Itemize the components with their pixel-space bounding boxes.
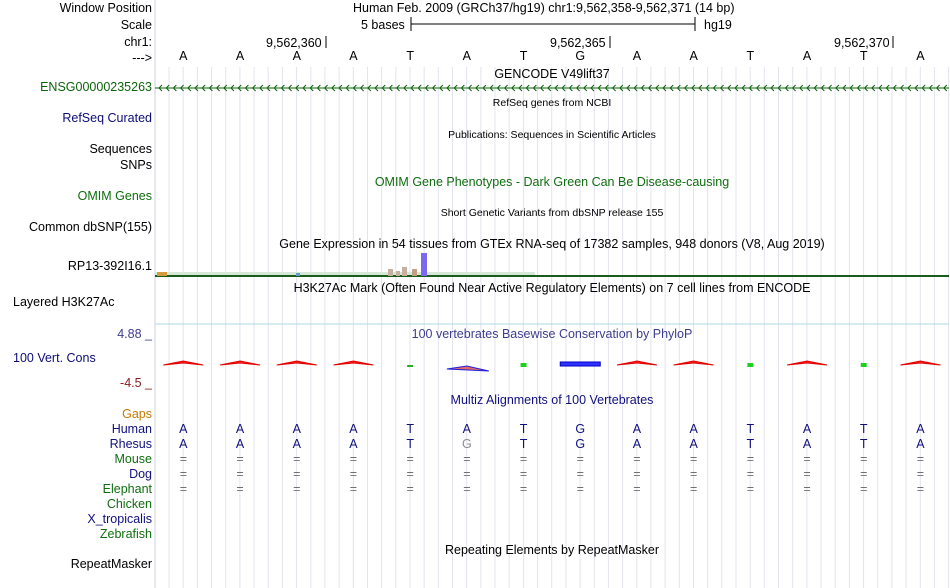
ruler-position-1: 9,562,360 [266,36,322,50]
layered-h3k27ac-label[interactable]: Layered H3K27Ac [13,295,115,309]
phylop-score [447,366,489,371]
phylop-small-score [407,365,413,367]
phylop-negative-score [334,361,374,365]
species-rhesus-label: Rhesus [109,437,152,451]
dog-aligned-base: = [349,467,358,481]
mouse-aligned-base: = [746,452,754,466]
rhesus-aligned-base: A [689,437,698,451]
phylop-negative-score [901,361,941,365]
mouse-aligned-base: = [576,452,584,466]
elephant-aligned-base: = [463,482,471,496]
scale-label: Scale [120,18,152,32]
dog-aligned-base: = [463,467,471,481]
species-zebrafish-label: Zebrafish [99,527,152,541]
mouse-aligned-base: = [633,452,641,466]
elephant-aligned-base: = [689,482,698,496]
phylop-negative-score [163,361,203,365]
phylop-max-label: 4.88 _ [117,327,152,341]
human-aligned-base: T [406,422,414,436]
ruler-position-2: 9,562,365 [550,36,606,50]
mouse-aligned-base: = [860,452,868,466]
elephant-aligned-base: = [803,482,811,496]
elephant-aligned-base: = [406,482,414,496]
gtex-background [155,272,535,275]
repeatmasker-label[interactable]: RepeatMasker [70,557,152,571]
sequence-base: G [575,49,586,63]
phylop-negative-score [617,361,657,365]
sequences-label[interactable]: Sequences [89,142,152,156]
h3k27ac-track-title[interactable]: H3K27Ac Mark (Often Found Near Active Regulatory Elements) on 7 cell lines from ENCODE [293,281,811,295]
window-position-label: Window Position [59,1,152,15]
species-xtropicalis-label: X_tropicalis [87,512,152,526]
human-aligned-base: A [689,422,698,436]
sequence-base: T [406,49,414,63]
rhesus-aligned-base: T [859,437,868,451]
sequence-base: A [462,49,472,63]
dog-aligned-base: = [179,467,187,481]
rhesus-aligned-base: G [575,437,586,451]
sequence-base: A [802,49,812,63]
human-aligned-base: A [632,422,642,436]
gtex-tissue-bar [157,272,167,276]
refseq-curated-label[interactable]: RefSeq Curated [62,111,152,125]
elephant-aligned-base: = [633,482,641,496]
dog-aligned-base: = [519,467,528,481]
gtex-tissue-bar [402,267,407,276]
phylop-small-score [747,363,753,367]
mouse-aligned-base: = [179,452,187,466]
mouse-aligned-base: = [689,452,698,466]
sequence-base: A [179,49,188,63]
multiz-track-title[interactable]: Multiz Alignments of 100 Vertebrates [450,393,654,407]
omim-track-title[interactable]: OMIM Gene Phenotypes - Dark Green Can Be Disease-causing [374,175,730,189]
elephant-aligned-base: = [349,482,358,496]
elephant-aligned-base: = [179,482,187,496]
elephant-aligned-base: = [746,482,754,496]
gtex-tissue-bar [396,271,400,276]
phylop-min-label: -4.5 _ [120,376,152,390]
ruler-position-3: 9,562,370 [834,36,890,50]
sequence-base: T [519,49,528,63]
phylop-negative-score [787,361,827,365]
sequence-base: A [292,49,301,63]
gtex-gene-label[interactable]: RP13-392I16.1 [67,259,152,273]
publications-track-title[interactable]: Publications: Sequences in Scientific Articles [448,129,656,141]
gtex-track-title[interactable]: Gene Expression in 54 tissues from GTEx RNA-seq of 17382 samples, 948 donors (V8, Aug 2019) [279,237,825,251]
gencode-track-title[interactable]: GENCODE V49lift37 [494,67,610,81]
rhesus-aligned-base: A [179,437,188,451]
rhesus-aligned-base: A [802,437,812,451]
human-aligned-base: G [575,422,586,436]
human-aligned-base: A [235,422,245,436]
window-position-title: Human Feb. 2009 (GRCh37/hg19) chr1:9,562,358-9,562,371 (14 bp) [353,1,735,15]
repeatmasker-track-title[interactable]: Repeating Elements by RepeatMasker [444,543,659,557]
dog-aligned-base: = [860,467,868,481]
gtex-tissue-bar [388,269,393,276]
gtex-tissue-bar [412,269,417,276]
dog-aligned-base: = [689,467,698,481]
dog-aligned-base: = [406,467,414,481]
species-chicken-label: Chicken [106,497,152,511]
rhesus-aligned-base: A [916,437,925,451]
phylop-positive-score [560,362,600,366]
species-mouse-label: Mouse [114,452,152,466]
omim-genes-label[interactable]: OMIM Genes [77,189,152,203]
rhesus-aligned-base: T [746,437,755,451]
mouse-aligned-base: = [519,452,528,466]
rhesus-aligned-base: A [235,437,245,451]
phylop-negative-score [674,361,714,365]
mouse-aligned-base: = [349,452,358,466]
rhesus-aligned-base: A [632,437,642,451]
species-human-label: Human [111,422,152,436]
dbsnp-track-title[interactable]: Short Genetic Variants from dbSNP release 155 [440,207,664,219]
elephant-aligned-base: = [236,482,244,496]
phylop-small-score [521,363,527,367]
elephant-aligned-base: = [519,482,528,496]
gtex-tissue-bar [421,253,427,276]
sequence-base: A [235,49,245,63]
assembly-label: hg19 [704,18,732,32]
sequence-base: A [916,49,925,63]
dog-aligned-base: = [803,467,811,481]
gtex-tissue-bar [296,273,300,276]
rhesus-aligned-base: G [461,437,472,451]
dog-aligned-base: = [916,467,925,481]
human-aligned-base: A [349,422,358,436]
scale-bar-text: 5 bases [361,18,405,32]
sequence-base: A [632,49,642,63]
mouse-aligned-base: = [236,452,244,466]
human-aligned-base: A [462,422,472,436]
dog-aligned-base: = [576,467,584,481]
human-aligned-base: A [292,422,301,436]
rhesus-aligned-base: A [349,437,358,451]
strand-arrow-label: ---> [132,51,152,65]
phylop-negative-score [277,361,317,365]
human-aligned-base: T [519,422,528,436]
human-aligned-base: T [746,422,755,436]
rhesus-aligned-base: A [292,437,301,451]
human-aligned-base: A [179,422,188,436]
sequence-base: T [859,49,868,63]
mouse-aligned-base: = [406,452,414,466]
refseq-track-title[interactable]: RefSeq genes from NCBI [492,97,612,109]
phylop-small-score [861,363,867,367]
human-aligned-base: A [802,422,812,436]
human-aligned-base: A [916,422,925,436]
dog-aligned-base: = [633,467,641,481]
elephant-aligned-base: = [293,482,301,496]
phylop-negative-score [220,361,260,365]
species-dog-label: Dog [129,467,152,481]
mouse-aligned-base: = [916,452,925,466]
rhesus-aligned-base: T [519,437,528,451]
gaps-label[interactable]: Gaps [122,407,152,421]
rhesus-aligned-base: T [406,437,414,451]
elephant-aligned-base: = [860,482,868,496]
sequence-base: T [746,49,755,63]
sequence-base: A [349,49,358,63]
species-elephant-label: Elephant [102,482,152,496]
mouse-aligned-base: = [293,452,301,466]
dog-aligned-base: = [293,467,301,481]
vert-cons-label[interactable]: 100 Vert. Cons [13,351,96,365]
mouse-aligned-base: = [463,452,471,466]
elephant-aligned-base: = [916,482,925,496]
snps-label[interactable]: SNPs [120,158,152,172]
mouse-aligned-base: = [803,452,811,466]
chr-label: chr1: [124,35,152,49]
dog-aligned-base: = [236,467,244,481]
phylop-track-title[interactable]: 100 vertebrates Basewise Conservation by PhyloP [411,327,693,341]
sequence-base: A [689,49,698,63]
human-aligned-base: T [859,422,868,436]
gencode-gene-label[interactable]: ENSG00000235263 [40,80,152,94]
common-dbsnp-label[interactable]: Common dbSNP(155) [29,220,152,234]
dog-aligned-base: = [746,467,754,481]
elephant-aligned-base: = [576,482,584,496]
